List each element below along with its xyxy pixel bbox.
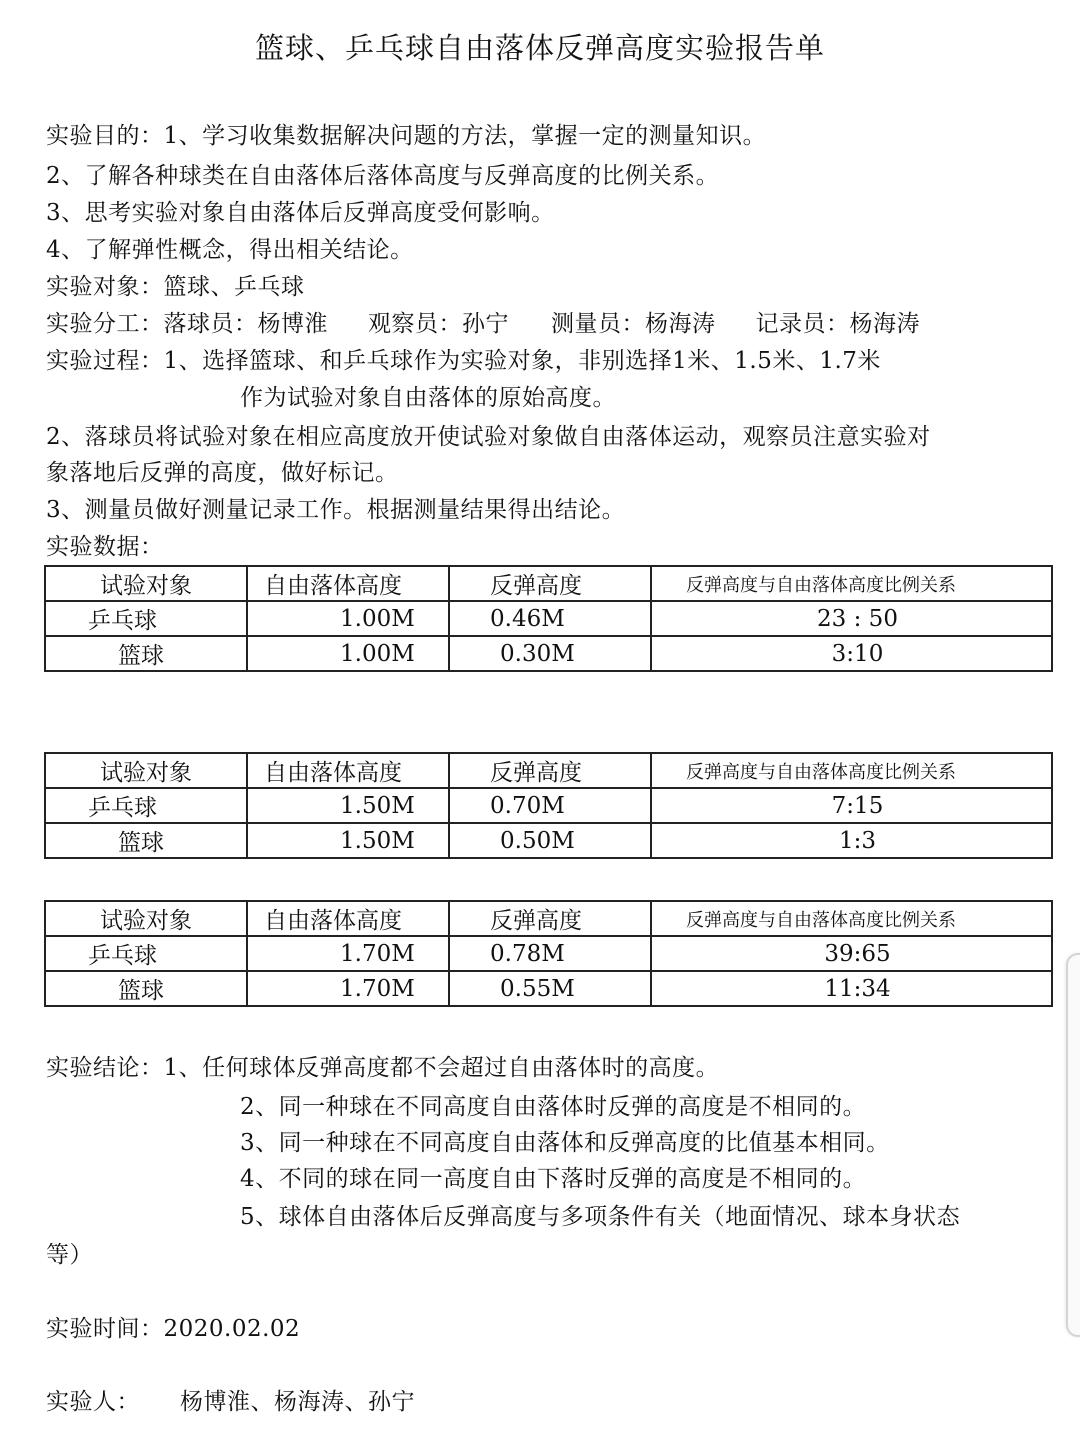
- data-table-1: [44, 565, 1053, 672]
- cell-ratio: 39:65: [651, 936, 1052, 971]
- experimenters-label: 实验人：: [46, 1389, 140, 1415]
- experimenters-names: 杨博淮、杨海涛、孙宁: [180, 1389, 415, 1415]
- cell-object: 乒乓球: [45, 601, 247, 636]
- purpose-line-2: 2、了解各种球类在自由落体后落体高度与反弹高度的比例关系。: [46, 163, 720, 189]
- header-object: 试验对象: [45, 753, 247, 788]
- data-table-2: [44, 752, 1053, 859]
- cell-rebound: 0.70M: [449, 788, 651, 823]
- role-recorder: 记录员：杨海涛: [755, 311, 920, 337]
- table-row: [45, 936, 1052, 971]
- cell-ratio: 23 : 50: [651, 601, 1052, 636]
- cell-rebound: 0.78M: [449, 936, 651, 971]
- cell-object: 篮球: [45, 971, 247, 1006]
- purpose-line-1: 实验目的：1、学习收集数据解决问题的方法，掌握一定的测量知识。: [46, 123, 767, 149]
- role-dropper: 落球员：杨博淮: [163, 311, 328, 337]
- cell-drop: 1.00M: [247, 636, 449, 671]
- table-header-row: [45, 566, 1052, 601]
- data-table-3: [44, 900, 1053, 1007]
- conclusion-line-3: 3、同一种球在不同高度自由落体和反弹高度的比值基本相同。: [240, 1130, 890, 1156]
- cell-drop: 1.00M: [247, 601, 449, 636]
- cell-object: 乒乓球: [45, 936, 247, 971]
- cell-object: 乒乓球: [45, 788, 247, 823]
- cell-ratio: 3:10: [651, 636, 1052, 671]
- cell-ratio: 1:3: [651, 823, 1052, 858]
- cell-drop: 1.50M: [247, 788, 449, 823]
- header-ratio: 反弹高度与自由落体高度比例关系: [651, 753, 1052, 788]
- process-line-2: 2、落球员将试验对象在相应高度放开使试验对象做自由落体运动，观察员注意实验对: [46, 424, 931, 450]
- header-drop-height: 自由落体高度: [247, 753, 449, 788]
- cell-ratio: 11:34: [651, 971, 1052, 1006]
- experimenters-line: [46, 1387, 415, 1417]
- process-line-1-cont: 作为试验对象自由落体的原始高度。: [240, 385, 616, 411]
- table-row: [45, 971, 1052, 1006]
- experiment-time: 实验时间：2020.02.02: [46, 1316, 301, 1342]
- role-measurer: 测量员：杨海涛: [551, 311, 716, 337]
- division-label: 实验分工：: [46, 311, 164, 337]
- cell-drop: 1.50M: [247, 823, 449, 858]
- cell-object: 篮球: [45, 823, 247, 858]
- header-object: 试验对象: [45, 901, 247, 936]
- table-row: [45, 788, 1052, 823]
- header-rebound-height: 反弹高度: [449, 901, 651, 936]
- role-observer: 观察员：孙宁: [368, 311, 509, 337]
- table-row: [45, 636, 1052, 671]
- cell-rebound: 0.50M: [449, 823, 651, 858]
- scroll-handle[interactable]: [1066, 953, 1080, 1337]
- purpose-line-4: 4、了解弹性概念，得出相关结论。: [46, 237, 414, 263]
- conclusion-line-1: 实验结论：1、任何球体反弹高度都不会超过自由落体时的高度。: [46, 1055, 720, 1081]
- header-drop-height: 自由落体高度: [247, 901, 449, 936]
- cell-ratio: 7:15: [651, 788, 1052, 823]
- subjects-line: 实验对象：篮球、乒乓球: [46, 274, 305, 300]
- process-line-3: 3、测量员做好测量记录工作。根据测量结果得出结论。: [46, 497, 626, 523]
- header-ratio: 反弹高度与自由落体高度比例关系: [651, 901, 1052, 936]
- header-rebound-height: 反弹高度: [449, 566, 651, 601]
- division-line: [46, 309, 920, 339]
- purpose-line-3: 3、思考实验对象自由落体后反弹高度受何影响。: [46, 200, 555, 226]
- header-drop-height: 自由落体高度: [247, 566, 449, 601]
- data-label: 实验数据：: [46, 534, 164, 560]
- table-header-row: [45, 901, 1052, 936]
- cell-rebound: 0.55M: [449, 971, 651, 1006]
- cell-drop: 1.70M: [247, 936, 449, 971]
- conclusion-line-2: 2、同一种球在不同高度自由落体时反弹的高度是不相同的。: [240, 1094, 867, 1120]
- header-ratio: 反弹高度与自由落体高度比例关系: [651, 566, 1052, 601]
- header-object: 试验对象: [45, 566, 247, 601]
- document-title: 篮球、乒乓球自由落体反弹高度实验报告单: [254, 31, 825, 65]
- cell-drop: 1.70M: [247, 971, 449, 1006]
- conclusion-line-4: 4、不同的球在同一高度自由下落时反弹的高度是不相同的。: [240, 1166, 867, 1192]
- conclusion-line-5-cont: 等）: [46, 1242, 93, 1268]
- process-line-2-cont: 象落地后反弹的高度，做好标记。: [46, 460, 399, 486]
- table-row: [45, 601, 1052, 636]
- cell-rebound: 0.46M: [449, 601, 651, 636]
- conclusion-line-5: 5、球体自由落体后反弹高度与多项条件有关（地面情况、球本身状态: [240, 1204, 961, 1230]
- process-line-1: 实验过程：1、选择篮球、和乒乓球作为实验对象，非别选择1米、1.5米、1.7米: [46, 348, 881, 374]
- header-rebound-height: 反弹高度: [449, 753, 651, 788]
- table-row: [45, 823, 1052, 858]
- cell-rebound: 0.30M: [449, 636, 651, 671]
- table-header-row: [45, 753, 1052, 788]
- cell-object: 篮球: [45, 636, 247, 671]
